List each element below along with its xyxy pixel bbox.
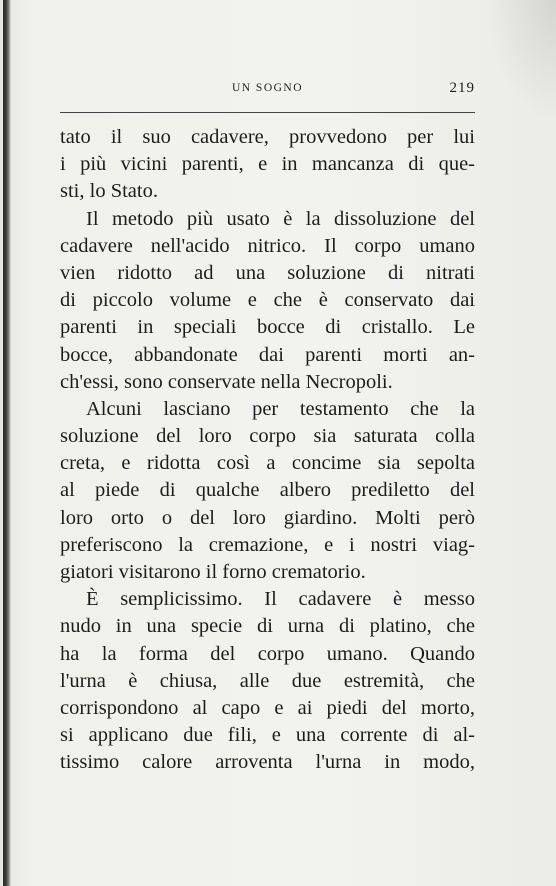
text-line: corrispondono al capo e ai piedi del morto, [60, 696, 475, 719]
paragraph [60, 124, 475, 206]
paragraph [60, 396, 475, 586]
text-line: di piccolo volume e che è conservato dai [60, 289, 475, 312]
text-line: ch'essi, sono conservate nella Necropoli. [60, 370, 393, 393]
text-line: parenti in speciali bocce di cristallo. Le [60, 316, 475, 339]
text-line: vien ridotto ad una soluzione di nitrati [60, 261, 475, 284]
text-line: È semplicissimo. Il cadavere è messo [86, 588, 475, 611]
text-line: giatori visitarono il forno crematorio. [60, 561, 366, 583]
text-line: Il metodo più usato è la dissoluzione del [86, 207, 475, 230]
text-line: Alcuni lasciano per testamento che la [86, 397, 475, 420]
text-line: preferiscono la cremazione, e i nostri viag- [60, 533, 475, 556]
running-head [60, 82, 475, 102]
running-title: UN SOGNO [231, 82, 304, 94]
header-rule [60, 112, 475, 113]
text-line: bocce, abbandonate dai parenti morti an- [60, 343, 475, 366]
page-binding-edge [3, 0, 11, 886]
paragraph [60, 206, 475, 396]
text-line: al piede di qualche albero prediletto del [60, 479, 475, 502]
text-line: tato il suo cadavere, provvedono per lui [60, 126, 475, 148]
body-text [60, 124, 475, 777]
text-line: loro orto o del loro giardino. Molti però [60, 506, 475, 529]
text-line: tissimo calore arroventa l'urna in modo, [60, 751, 475, 774]
text-line: ha la forma del corpo umano. Quando [60, 642, 475, 665]
text-line: cadavere nell'acido nitrico. Il corpo umano [60, 234, 475, 257]
text-line: si applicano due fili, e una corrente di al- [60, 724, 475, 747]
text-line: soluzione del loro corpo sia saturata colla [60, 425, 475, 448]
text-line: creta, e ridotta così a concime sia sepolta [60, 452, 475, 475]
text-line: i più vicini parenti, e in mancanza di que- [60, 153, 475, 176]
text-line: sti, lo Stato. [60, 180, 158, 203]
text-line: nudo in una specie di urna di platino, che [60, 615, 475, 638]
paragraph [60, 586, 475, 776]
page-number: 219 [449, 80, 475, 96]
text-line: l'urna è chiusa, alle due estremità, che [60, 669, 475, 692]
